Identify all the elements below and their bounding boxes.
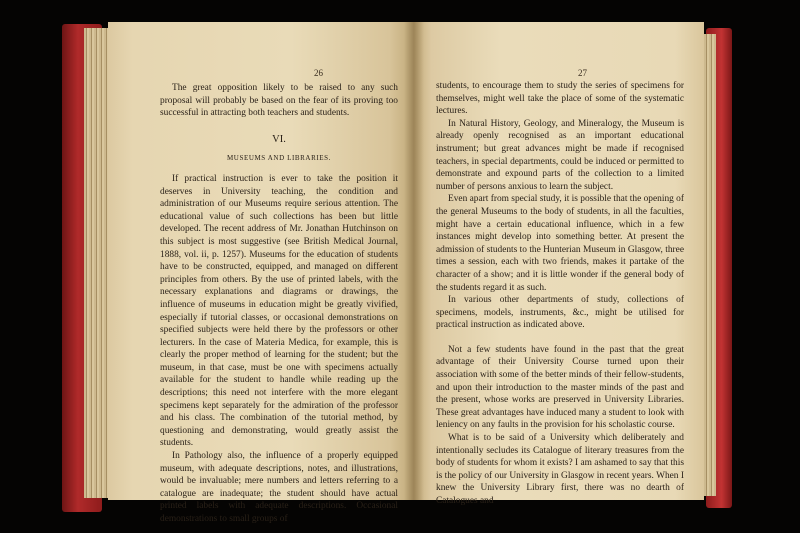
paragraph: In Natural History, Geology, and Mineralogy, the Museum is already openly recognised as an important educational instrument; but great advances might be made if recognised teachers, in special departments, could be induced or permitted to demonstrate and expound parts of the collection to a limited number of persons anxious to learn the subject.	[436, 118, 684, 192]
section-title: MUSEUMS AND LIBRARIES.	[226, 154, 332, 163]
book-gutter	[404, 22, 424, 500]
section-number: VI.	[272, 133, 286, 145]
intro-paragraph: The great opposition likely to be raised to any such proposal will probably be based on the fear of its proving too successful in attracting both teachers and students.	[160, 83, 398, 119]
page-number: 27	[578, 68, 587, 78]
paragraph: In various other departments of study, collections of specimens, models, instruments, &c., might be utilised for practical instruction as indicated above.	[436, 295, 684, 331]
paragraph: If practical instruction is ever to take the position it deserves in University teaching, the condition and administration of our Museums require serious attention. The educational value of such collections has been but little developed. The recent address of Mr. Jonathan Hutchinson on this subject is most suggestive (see British Medical Journal, 1888, vol. ii, p. 1257). Museums for the education of students have to be constructed, equipped, and managed on different principles from others. By the use of printed labels, with the necessary explanations and diagrams or drawings, the influence of museums in education might be greatly vivified, especially if tutorial classes, or occasional demonstrations on specified subjects were held there by the professors or other lecturers. In the case of Materia Medica, for example, this is clearly the proper method of learning for the student; but the museum, in that case, must be one with specimens actually available for the student to handle while reading up the descriptions; this need not interfere with the more elegant specimens kept separately for the admiration of the professor and his class. The combination of the tutorial method, by questioning and demonstrating, would greatly assist the students.	[160, 173, 398, 449]
left-page	[108, 22, 414, 524]
paragraph-gap	[436, 332, 684, 344]
paragraph: In Pathology also, the influence of a properly equipped museum, with adequate descriptions, notes, and illustrations, would be invaluable; mere numbers and letters referring to a catalogue are inadequate; the student should have actual printed labels with adequate descriptions. Occasional demonstrations to small groups of	[160, 451, 398, 524]
open-book	[62, 14, 738, 524]
right-page-text	[436, 80, 684, 508]
right-page	[414, 22, 704, 506]
left-page-text	[160, 82, 398, 526]
paragraph: Even apart from special study, it is possible that the opening of the general Museums to the body of students, in all the faculties, might have a certain educational influence, which in a few instances might develop into something better. At present the admission of students to the Hunterian Museum in Glasgow, three times a session, each with two friends, makes it partake of the character of a show; and it is little wonder if the general body of the students regard it as such.	[436, 194, 684, 293]
paragraph: Not a few students have found in the past that the great advantage of their University Course turned upon their association with some of the better minds of their fellow-students, and upon their introduction to the master minds of the past and the present, whose works are preserved in University Libraries. These great advantages have induced many a student to look with leniency on any faults in the provision for his scholastic course.	[436, 344, 684, 431]
page-number: 26	[314, 68, 323, 78]
paragraph: students, to encourage them to study the series of specimens for themselves, might well take the place of some of the systematic lectures.	[436, 81, 684, 117]
paragraph: What is to be said of a University which deliberately and intentionally secludes its Catalogue of literary treasures from the body of students for whom it exists? I am ashamed to say that this is the policy of our University in Glasgow in recent years. When I knew the University Library first, there was no dearth of Catalogues and	[436, 433, 684, 506]
